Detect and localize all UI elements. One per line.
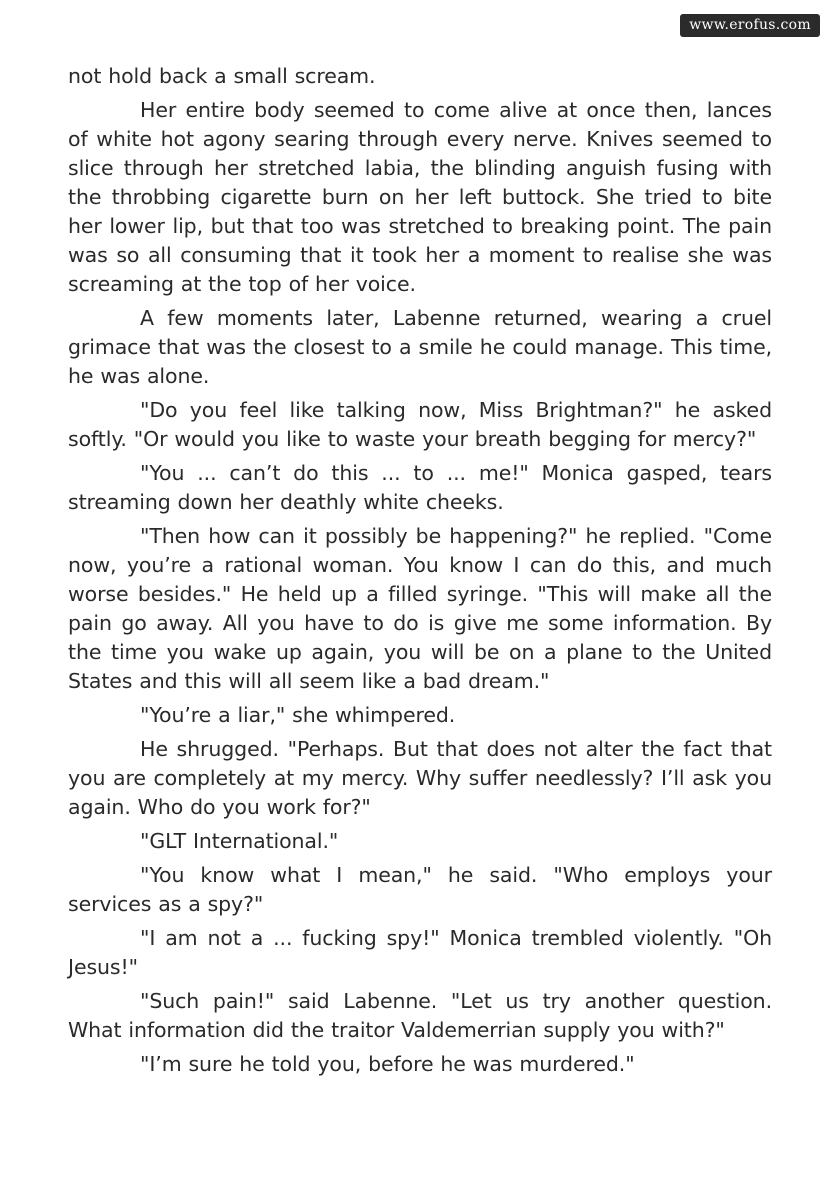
paragraph: "You ... can’t do this ... to ... me!" Monica gasped, tears streaming down her deathly white cheeks. [68, 461, 772, 514]
paragraph: A few moments later, Labenne returned, wearing a cruel grimace that was the closest to a smile he could manage. This time, he was alone. [68, 306, 772, 388]
paragraph: "You know what I mean," he said. "Who employs your services as a spy?" [68, 863, 772, 916]
watermark-badge: www.erofus.com [680, 14, 820, 37]
paragraph: "GLT International." [140, 829, 339, 853]
document-page [68, 62, 772, 1084]
paragraph: "You’re a liar," she whimpered. [140, 703, 456, 727]
paragraph: "I’m sure he told you, before he was murdered." [140, 1052, 635, 1076]
paragraph: He shrugged. "Perhaps. But that does not alter the fact that you are completely at my mercy. Why suffer needlessly? I’ll ask you again. Who do you work for?" [68, 737, 772, 819]
paragraph: not hold back a small scream. [68, 64, 376, 88]
paragraph: "I am not a ... fucking spy!" Monica trembled violently. "Oh Jesus!" [68, 926, 772, 979]
paragraph: "Such pain!" said Labenne. "Let us try another question. What information did the traitor Valdemerrian supply you with?" [68, 989, 772, 1042]
paragraph: "Then how can it possibly be happening?" he replied. "Come now, you’re a rational woman. You know I can do this, and much worse besides." He held up a filled syringe. "This will make all the pain go away. All you have to do is give me some information. By the time you wake up again, you will be on a plane to the United States and this will all seem like a bad dream." [68, 524, 772, 693]
paragraph: Her entire body seemed to come alive at once then, lances of white hot agony searing through every nerve. Knives seemed to slice through her stretched labia, the blinding anguish fusing with the throbbing cigarette burn on her left buttock. She tried to bite her lower lip, but that too was stretched to breaking point. The pain was so all consuming that it took her a moment to realise she was screaming at the top of her voice. [68, 98, 772, 296]
paragraph: "Do you feel like talking now, Miss Brightman?" he asked softly. "Or would you like to waste your breath begging for mercy?" [68, 398, 772, 451]
